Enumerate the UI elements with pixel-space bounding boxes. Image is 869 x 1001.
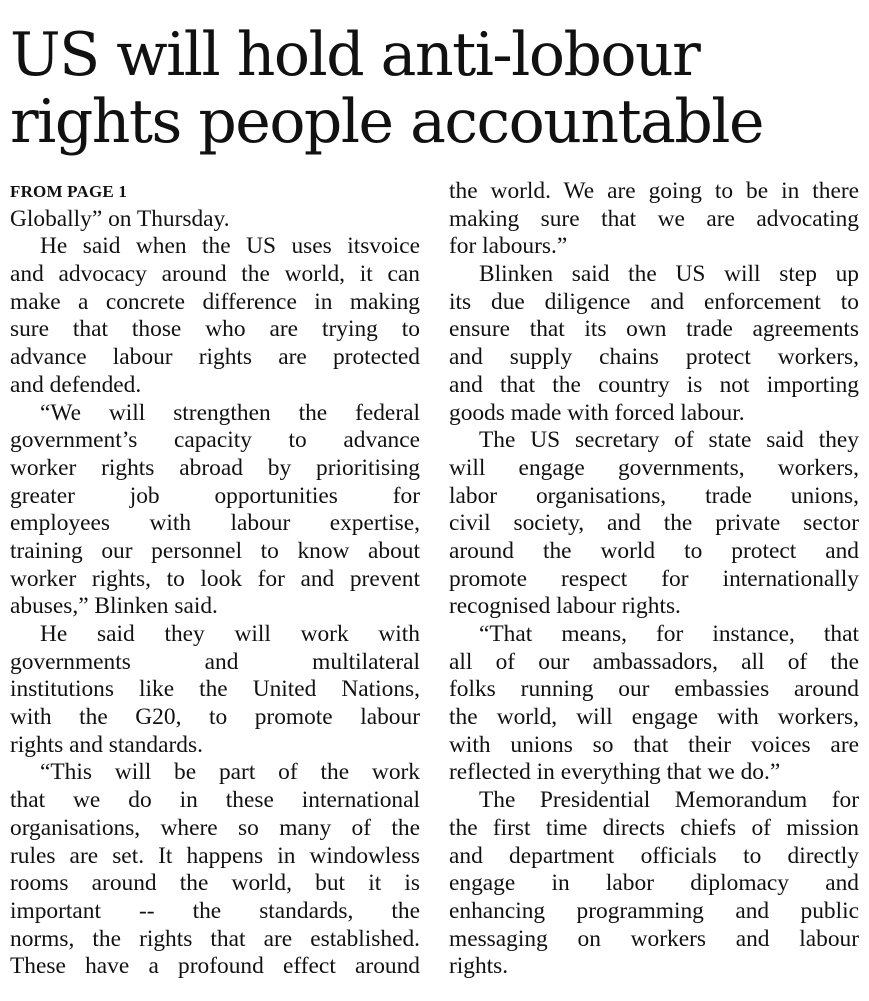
text-line: folks running our embassies around [449, 676, 859, 703]
text-line: worker rights abroad by prioritising [10, 454, 420, 481]
text-line: “That means, for instance, that [479, 621, 859, 647]
text-line: training our personnel to know about [10, 537, 420, 564]
text-line: making sure that we are advocating [449, 205, 859, 232]
text-line: important -- the standards, the [10, 897, 420, 924]
text-line: for labours.” [449, 233, 568, 260]
text-line: civil society, and the private sector [449, 510, 859, 537]
text-line: will engage governments, workers, [449, 454, 859, 481]
text-line: the world, will engage with workers, [449, 704, 859, 731]
text-line: messaging on workers and labour [449, 925, 859, 952]
right-column-body [449, 178, 859, 981]
text-line: advance labour rights are protected [10, 344, 420, 371]
headline-line-2: rights people accountable [10, 87, 763, 157]
text-line: around the world to protect and [449, 537, 859, 564]
text-line: ensure that its own trade agreements [449, 316, 859, 343]
text-line: goods made with forced labour. [449, 399, 745, 426]
text-line: institutions like the United Nations, [10, 676, 420, 703]
text-line: and supply chains protect workers, [449, 344, 859, 371]
article-column-left [10, 178, 420, 981]
text-line: employees with labour expertise, [10, 510, 420, 537]
text-line: labor organisations, trade unions, [449, 482, 859, 509]
text-line: “This will be part of the work [40, 759, 420, 786]
text-line: promote respect for internationally [449, 565, 859, 592]
text-line: rooms around the world, but it is [10, 870, 420, 897]
text-line: rules are set. It happens in windowless [10, 842, 420, 869]
text-line: government’s capacity to advance [10, 427, 420, 454]
text-line: and advocacy around the world, it can [10, 261, 420, 288]
text-line: with unions so that their voices are [449, 731, 859, 758]
article-column-right [449, 178, 859, 981]
text-line: Globally” on Thursday. [10, 205, 230, 232]
text-line: and department officials to directly [449, 842, 859, 869]
text-line: He said when the US uses itsvoice [40, 233, 420, 260]
text-line: engage in labor diplomacy and [449, 870, 859, 897]
text-line: recognised labour rights. [449, 593, 681, 620]
text-line: worker rights, to look for and prevent [10, 565, 420, 592]
text-line: and defended. [10, 371, 142, 398]
text-line: The US secretary of state said they [479, 427, 859, 454]
text-line: The Presidential Memorandum for [479, 787, 859, 814]
text-line: governments and multilateral [10, 648, 420, 675]
headline [10, 22, 860, 156]
text-line: “We will strengthen the federal [40, 399, 420, 426]
text-line: These have a profound effect around [10, 953, 420, 980]
text-line: enhancing programming and public [449, 897, 859, 924]
text-line: that we do in these international [10, 787, 420, 814]
text-line: rights. [449, 953, 509, 980]
text-line: the first time directs chiefs of mission [449, 814, 859, 841]
text-line: abuses,” Blinken said. [10, 593, 218, 620]
text-line: all of our ambassadors, all of the [449, 648, 859, 675]
left-column-body [10, 206, 420, 981]
text-line: its due diligence and enforcement to [449, 288, 859, 315]
text-line: rights and standards. [10, 731, 203, 758]
text-line: reflected in everything that we do.” [449, 759, 781, 786]
text-line: organisations, where so many of the [10, 814, 420, 841]
text-line: He said they will work with [40, 621, 420, 647]
text-line: Blinken said the US will step up [479, 261, 859, 288]
text-line: norms, the rights that are established. [10, 925, 420, 952]
text-line: and that the country is not importing [449, 371, 859, 398]
text-line: the world. We are going to be in there [449, 178, 859, 204]
headline-line-1: US will hold anti-lobour [10, 20, 700, 90]
text-line: greater job opportunities for [10, 482, 420, 509]
continued-from-label: FROM PAGE 1 [10, 182, 128, 201]
text-line: with the G20, to promote labour [10, 704, 420, 731]
text-line: sure that those who are trying to [10, 316, 420, 343]
text-line: make a concrete difference in making [10, 288, 420, 315]
